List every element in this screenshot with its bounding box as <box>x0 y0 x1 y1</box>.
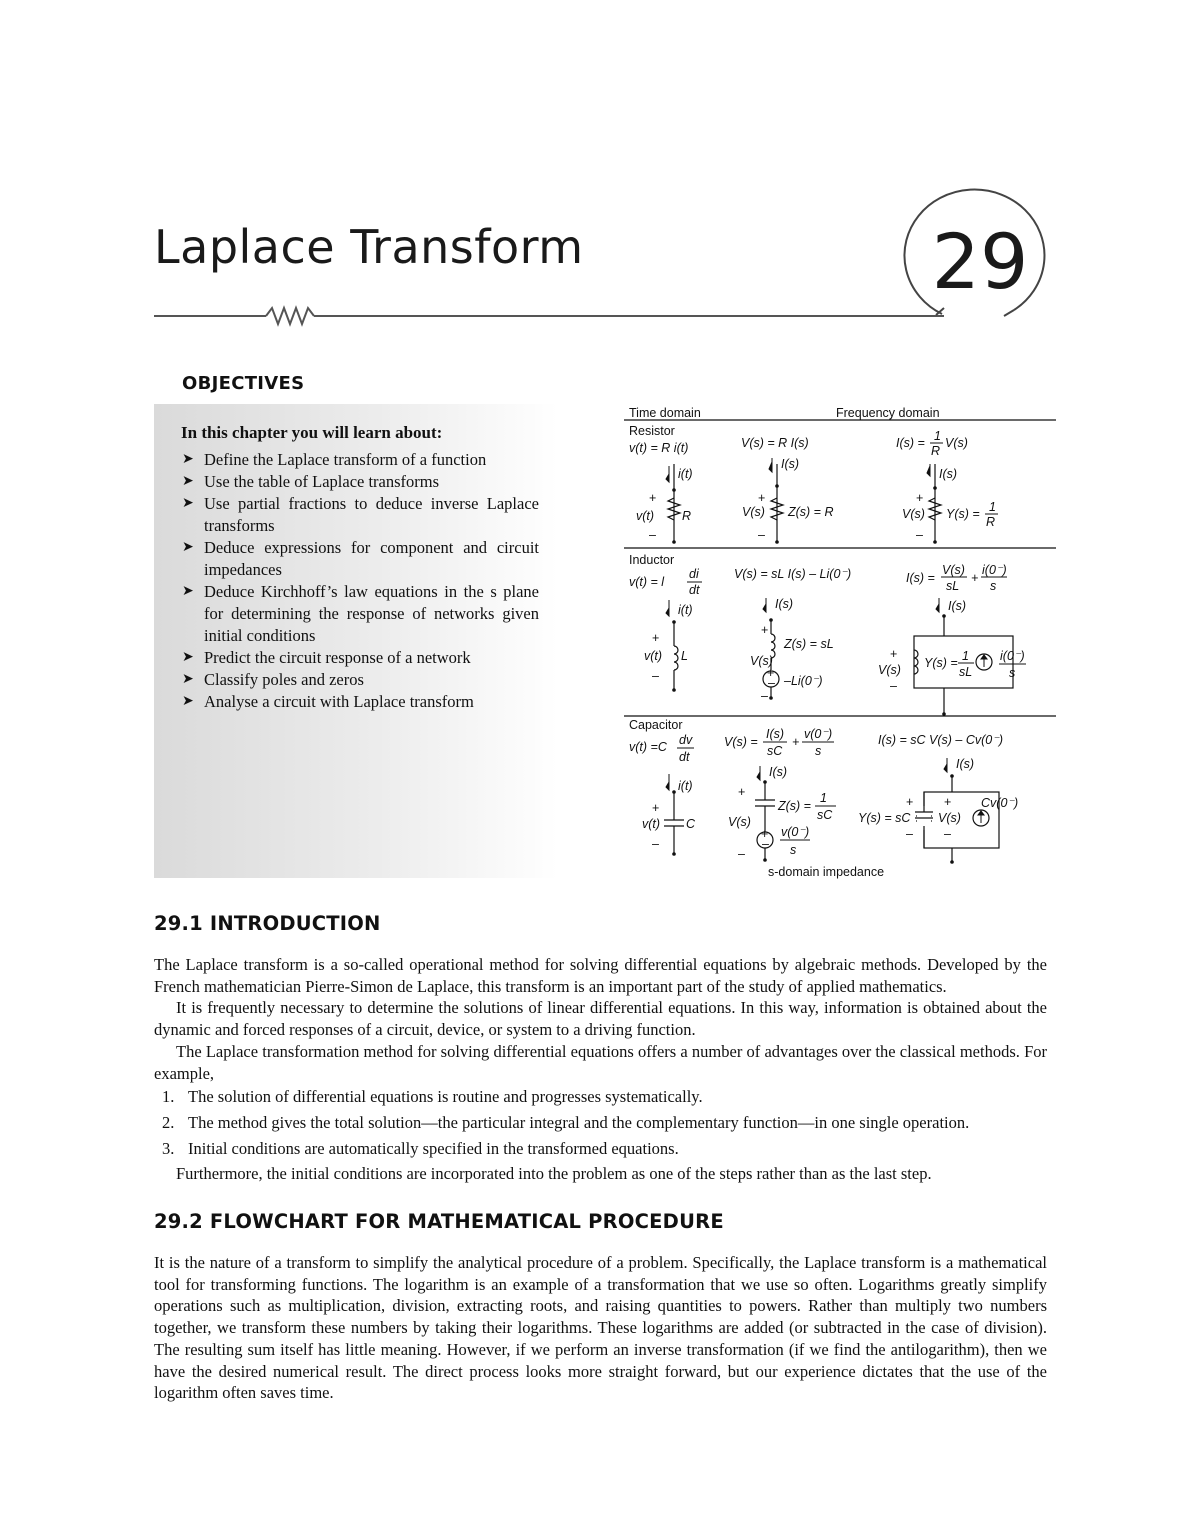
svg-text:s: s <box>815 744 822 758</box>
capacitor-eq-s2: I(s) = sC V(s) – Cv(0⁻) <box>878 733 1004 747</box>
arrow-bullet-icon: ➤ <box>182 694 194 709</box>
resistor-current-t: i(t) <box>678 467 693 481</box>
list-item: ➤ Use partial fractions to deduce inverse Laplace transforms <box>182 494 539 535</box>
arrow-bullet-icon: ➤ <box>182 584 194 599</box>
inductor-voltage-s: V(s) <box>750 654 773 668</box>
svg-text:–: – <box>652 669 659 683</box>
svg-text:–: – <box>738 847 745 861</box>
svg-text:dt: dt <box>679 750 690 764</box>
paragraph: It is frequently necessary to determine the solutions of linear differential equations. In this way, information is obtained about the dynamic and forced responses of a circuit, device, or system to a driving function. <box>154 998 1047 1040</box>
capacitor-eq-time-lhs: v(t) =C <box>629 740 667 754</box>
arrow-bullet-icon: ➤ <box>182 452 194 467</box>
list-item: ➤ Classify poles and zeros <box>182 670 364 689</box>
svg-text:V(s): V(s) <box>942 563 965 577</box>
list-item: ➤ Predict the circuit response of a network <box>182 648 471 667</box>
resistor-current-s-2: I(s) <box>939 467 958 481</box>
chapter-number-badge <box>900 188 1060 328</box>
svg-text:+: + <box>944 795 952 809</box>
capacitor-source-2: Cv(0⁻) <box>981 796 1019 810</box>
resistor-voltage-s: V(s) <box>742 505 765 519</box>
svg-text:+: + <box>652 631 660 645</box>
svg-text:–: – <box>768 676 775 690</box>
svg-text:di: di <box>689 567 699 581</box>
capacitor-symbol: C <box>686 817 696 831</box>
inductor-eq-time-lhs: v(t) = l <box>629 575 665 589</box>
svg-text:i(0⁻): i(0⁻) <box>1000 649 1025 663</box>
arrow-bullet-icon: ➤ <box>182 672 194 687</box>
list-item: ➤ Define the Laplace transform of a function <box>182 450 487 469</box>
inductor-impedance: Z(s) = sL <box>784 637 834 651</box>
svg-text:i(0⁻): i(0⁻) <box>982 563 1007 577</box>
svg-text:I(s): I(s) <box>766 727 785 741</box>
capacitor-label: Capacitor <box>629 718 683 732</box>
svg-text:s: s <box>1009 666 1016 680</box>
objectives-heading: OBJECTIVES <box>182 373 305 394</box>
list-item: ➤ Deduce Kirchhoff’s law equations in the s plane for determining the response of networks given initial conditions <box>182 582 539 645</box>
svg-text:+: + <box>652 801 660 815</box>
chapter-title: Laplace Transform <box>154 220 584 274</box>
capacitor-current-s: I(s) <box>769 765 788 779</box>
inductor-current-s: I(s) <box>775 597 794 611</box>
chapter-number: 29 <box>931 217 1029 306</box>
list-item: 2. The method gives the total solution—the particular integral and the complementary function—in one single operation. <box>162 1112 970 1132</box>
capacitor-voltage-s: V(s) <box>728 815 751 829</box>
arrow-bullet-icon: ➤ <box>182 650 194 665</box>
advantages-list <box>154 1086 1047 1159</box>
svg-text:–: – <box>890 679 897 693</box>
capacitor-eq-s1-lhs: V(s) = <box>724 735 758 749</box>
resistor-eq-s2-den: R <box>931 444 941 458</box>
svg-text:v(0⁻): v(0⁻) <box>781 825 810 839</box>
svg-text:–: – <box>906 827 913 841</box>
objectives-intro: In this chapter you will learn about: <box>181 423 443 442</box>
svg-text:s: s <box>990 579 997 593</box>
svg-text:+: + <box>916 491 924 505</box>
resistor-zigzag-icon <box>266 308 314 324</box>
svg-text:+: + <box>761 827 769 841</box>
svg-text:+: + <box>792 735 800 749</box>
resistor-label: Resistor <box>629 424 675 438</box>
svg-text:s: s <box>790 843 797 857</box>
inductor-voltage-t: v(t) <box>644 649 663 663</box>
paragraph: Furthermore, the initial conditions are incorporated into the problem as one of the steps rather than as the last step. <box>176 1164 932 1184</box>
introduction-body <box>154 954 1047 1185</box>
list-item: ➤ Analyse a circuit with Laplace transform <box>182 692 474 711</box>
figure-caption: s-domain impedance <box>768 865 885 879</box>
objectives-list <box>182 449 539 713</box>
resistor-voltage-s-2: V(s) <box>902 507 925 521</box>
svg-text:dt: dt <box>689 583 700 597</box>
s-domain-figure <box>624 402 1064 884</box>
svg-text:dv: dv <box>679 733 693 747</box>
list-item: 3. Initial conditions are automatically specified in the transformed equations. <box>162 1138 679 1158</box>
svg-text:sL: sL <box>959 665 973 679</box>
resistor-eq-time: v(t) = R i(t) <box>629 441 689 455</box>
capacitor-admittance: Y(s) = sC <box>858 811 911 825</box>
svg-text:sC: sC <box>767 744 783 758</box>
svg-text:–: – <box>762 837 769 851</box>
header-frequency-domain: Frequency domain <box>836 406 940 420</box>
svg-text:–: – <box>944 827 951 841</box>
svg-text:1: 1 <box>962 649 969 663</box>
chapter-rule <box>154 302 954 332</box>
capacitor-current-t: i(t) <box>678 779 693 793</box>
paragraph: The Laplace transform is a so-called operational method for solving differential equations by algebraic methods. Developed by the French mathematician Pierre-Simon de Laplace, this transform is an important part of the study of applied mathematics. <box>154 955 1047 996</box>
inductor-eq-s1: V(s) = sL I(s) – Li(0⁻) <box>734 567 852 581</box>
svg-text:v(0⁻): v(0⁻) <box>804 727 833 741</box>
svg-text:sL: sL <box>946 579 960 593</box>
svg-text:+: + <box>738 785 746 799</box>
section-heading-introduction: 29.1 INTRODUCTION <box>154 912 381 935</box>
capacitor-impedance-lhs: Z(s) = <box>778 799 811 813</box>
svg-text:+: + <box>906 795 914 809</box>
svg-text:sC: sC <box>817 808 833 822</box>
arrow-bullet-icon: ➤ <box>182 474 194 489</box>
svg-text:–: – <box>652 837 659 851</box>
svg-text:+: + <box>767 666 775 680</box>
svg-text:+: + <box>890 647 898 661</box>
section-heading-flowchart: 29.2 FLOWCHART FOR MATHEMATICAL PROCEDURE <box>154 1210 724 1233</box>
svg-text:1: 1 <box>820 791 827 805</box>
capacitor-voltage-t: v(t) <box>642 817 661 831</box>
inductor-source: –Li(0⁻) <box>784 674 823 688</box>
inductor-current-s-2: I(s) <box>948 599 967 613</box>
inductor-current-t: i(t) <box>678 603 693 617</box>
paragraph: The Laplace transformation method for solving differential equations offers a number of advantages over the classical methods. For example, <box>154 1041 1047 1083</box>
svg-text:+: + <box>758 491 766 505</box>
svg-text:+: + <box>649 491 657 505</box>
header-time-domain: Time domain <box>629 406 701 420</box>
resistor-eq-s2-lhs: I(s) = <box>896 436 925 450</box>
capacitor-voltage-s-2: V(s) <box>938 811 961 825</box>
svg-text:1: 1 <box>989 500 996 514</box>
svg-text:–: – <box>761 689 768 703</box>
resistor-impedance: Z(s) = R <box>788 505 834 519</box>
arrow-bullet-icon: ➤ <box>182 540 194 555</box>
resistor-eq-s2-num: 1 <box>934 429 941 443</box>
inductor-admittance-lhs: Y(s) = <box>924 656 958 670</box>
capacitor-current-s-2: I(s) <box>956 757 975 771</box>
resistor-symbol: R <box>682 509 692 523</box>
inductor-eq-s2-lhs: I(s) = <box>906 571 935 585</box>
list-item: 1. The solution of differential equations is routine and progresses systematically. <box>162 1087 703 1107</box>
svg-text:–: – <box>758 528 765 542</box>
inductor-symbol: L <box>681 649 688 663</box>
paragraph: It is the nature of a transform to simplify the analytical procedure of a problem. Specifically, the Laplace transform is a mathematical tool for transforming functions. The logarithm is an example of a transformation that we use so often. Logarithms greatly simplify operations such as multiplication, division, extracting roots, and raising quantities to powers. Rather than multiply two numbers together, we transform these numbers by taking their logarithms. These logarithms are added (or subtracted in the case of division). The resulting sum itself has little meaning. However, if we perform an inverse transformation (if we find the antilogarithm), then we have the desired numerical result. The direct process looks more straight forward, but our experience dictates that the use of the logarithm often saves time. <box>154 1253 1047 1403</box>
svg-text:+: + <box>971 571 979 585</box>
arrow-bullet-icon: ➤ <box>182 496 194 511</box>
svg-text:–: – <box>649 528 656 542</box>
inductor-voltage-s-2: V(s) <box>878 663 901 677</box>
svg-text:+: + <box>761 623 769 637</box>
svg-text:R: R <box>986 515 996 529</box>
inductor-label: Inductor <box>629 553 675 567</box>
flowchart-body <box>154 1252 1047 1404</box>
resistor-eq-s2-rhs: V(s) <box>945 436 968 450</box>
resistor-voltage-t: v(t) <box>636 509 655 523</box>
resistor-eq-s1: V(s) = R I(s) <box>741 436 809 450</box>
list-item: ➤ Use the table of Laplace transforms <box>182 472 440 491</box>
list-item: ➤ Deduce expressions for component and circuit impedances <box>182 538 539 579</box>
resistor-admittance-lhs: Y(s) = <box>946 507 980 521</box>
resistor-current-s: I(s) <box>781 457 800 471</box>
svg-text:–: – <box>916 528 923 542</box>
